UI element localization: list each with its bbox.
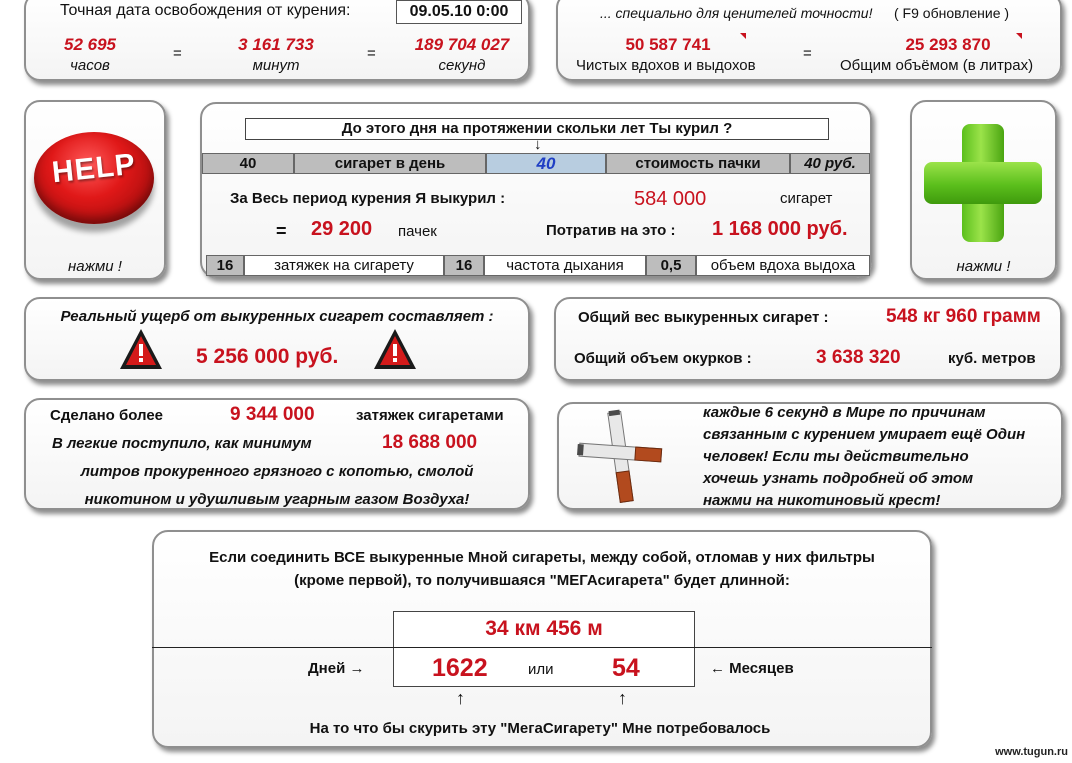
minutes-label: минут — [252, 57, 300, 74]
arrow-up-icon: ↑ — [618, 688, 627, 708]
cross-panel — [557, 402, 1063, 510]
arrow-down-icon: ↓ — [534, 136, 542, 153]
puffs-panel — [24, 398, 530, 510]
breath-volume-label: объем вдоха выдоха — [696, 255, 870, 276]
spent-label: Потратив на это : — [546, 222, 676, 239]
help-caption: нажми ! — [68, 258, 122, 275]
total-smoked-unit: сигарет — [780, 190, 833, 207]
packs-unit: пачек — [398, 223, 437, 240]
or-label: или — [528, 661, 554, 678]
puffs-per-cig-input[interactable]: 16 — [206, 255, 244, 276]
help-button-text: HELP — [50, 147, 138, 190]
total-smoked-label: За Весь период курения Я выкурил : — [230, 190, 506, 207]
pack-price-label: стоимость пачки — [606, 153, 790, 174]
death-fact-line: нажми на никотиновый крест! — [703, 492, 941, 509]
comment-marker-icon — [1016, 33, 1022, 39]
puffs-label: Сделано более — [50, 407, 164, 424]
watermark: www.tugun.ru — [995, 746, 1068, 758]
lungs-value: 18 688 000 — [382, 432, 478, 453]
lungs-text-line: литров прокуренного грязного с копотью, смолой — [80, 463, 474, 480]
spent-value: 1 168 000 руб. — [712, 218, 848, 240]
minutes-value: 3 161 733 — [238, 35, 314, 54]
equals-sign: = — [803, 45, 812, 62]
pack-price-input[interactable]: 40 руб. — [790, 153, 870, 174]
equals-sign: = — [367, 45, 376, 62]
hours-value: 52 695 — [64, 35, 116, 54]
equals-sign: = — [173, 45, 182, 62]
damage-title: Реальный ущерб от выкуренных сигарет составляет : — [60, 308, 494, 325]
plus-panel — [910, 100, 1057, 280]
lungs-label: В легкие поступило, как минимум — [52, 435, 312, 452]
death-fact-line: связанным с курением умирает ещё Один — [703, 426, 1026, 443]
comment-marker-icon — [740, 33, 746, 39]
butts-value: 3 638 320 — [816, 347, 901, 368]
precision-panel — [556, 0, 1062, 81]
damage-value: 5 256 000 руб. — [196, 345, 339, 368]
mega-footer: На то что бы скурить эту "МегаСигарету" Мне потребовалось — [309, 720, 771, 737]
volume-value: 25 293 870 — [905, 35, 991, 54]
warning-icon — [372, 327, 418, 371]
weight-label: Общий вес выкуренных сигарет : — [578, 309, 829, 326]
puffs-per-cig-label: затяжек на сигарету — [244, 255, 444, 276]
help-panel — [24, 100, 166, 280]
arrow-up-icon: ↑ — [456, 688, 465, 708]
precision-title: ... специально для ценителей точности! — [600, 5, 873, 21]
years-question: До этого дня на протяжении скольки лет Ты курил ? — [245, 118, 829, 140]
result-divider-line — [393, 647, 695, 648]
plus-icon[interactable] — [924, 124, 1042, 242]
quit-date-panel — [24, 0, 530, 81]
puffs-value: 9 344 000 — [230, 404, 315, 425]
damage-panel — [24, 297, 530, 381]
cigs-per-day-input[interactable]: 40 — [202, 153, 294, 174]
main-calc-panel — [200, 102, 872, 278]
weight-panel — [554, 297, 1062, 381]
weight-value: 548 кг 960 грамм — [886, 306, 1041, 327]
butts-unit: куб. метров — [948, 350, 1036, 367]
lungs-text-line: никотином и удушливым угарным газом Воздуха! — [84, 491, 470, 508]
cigarette-cross-icon[interactable] — [575, 408, 665, 506]
help-button[interactable] — [34, 132, 154, 224]
packs-value: 29 200 — [311, 218, 373, 240]
days-value: 1622 — [432, 654, 488, 682]
death-fact-line: каждые 6 секунд в Мире по причинам — [703, 404, 986, 421]
breath-rate-input[interactable]: 16 — [444, 255, 484, 276]
butts-label: Общий объем окурков : — [574, 350, 752, 367]
plus-caption: нажми ! — [956, 258, 1011, 275]
quit-date-value[interactable]: 09.05.10 0:00 — [396, 0, 522, 24]
years-input[interactable]: 40 — [486, 153, 606, 174]
months-value: 54 — [612, 654, 640, 682]
quit-date-label: Точная дата освобождения от курения: — [60, 2, 351, 19]
death-fact-line: хочешь узнать подробней об этом — [703, 470, 974, 487]
hours-label: часов — [70, 57, 110, 74]
breaths-label: Чистых вдохов и выдохов — [576, 57, 756, 74]
refresh-hint: ( F9 обновление ) — [894, 5, 1010, 21]
puffs-unit: затяжек сигаретами — [356, 407, 504, 424]
warning-icon — [118, 327, 164, 371]
volume-label: Общим объёмом (в литрах) — [840, 57, 1034, 74]
total-smoked-value: 584 000 — [634, 188, 707, 210]
breaths-value: 50 587 741 — [625, 35, 711, 54]
breath-volume-input[interactable]: 0,5 — [646, 255, 696, 276]
months-label: ← Месяцев — [710, 660, 794, 677]
cigs-per-day-label: сигарет в день — [294, 153, 486, 174]
seconds-value: 189 704 027 — [414, 35, 510, 54]
mega-text-line: (кроме первой), то получившаяся "МЕГАсигарета" будет длинной: — [294, 572, 790, 589]
mega-length-value: 34 км 456 м — [485, 617, 603, 640]
seconds-label: секунд — [438, 57, 486, 74]
death-fact-line: человек! Если ты действительно — [703, 448, 969, 465]
mega-text-line: Если соединить ВСЕ выкуренные Мной сигареты, между собой, отломав у них фильтры — [209, 549, 875, 566]
days-label: Дней → — [308, 660, 365, 677]
breath-rate-label: частота дыхания — [484, 255, 646, 276]
equals-sign: = — [276, 221, 287, 241]
